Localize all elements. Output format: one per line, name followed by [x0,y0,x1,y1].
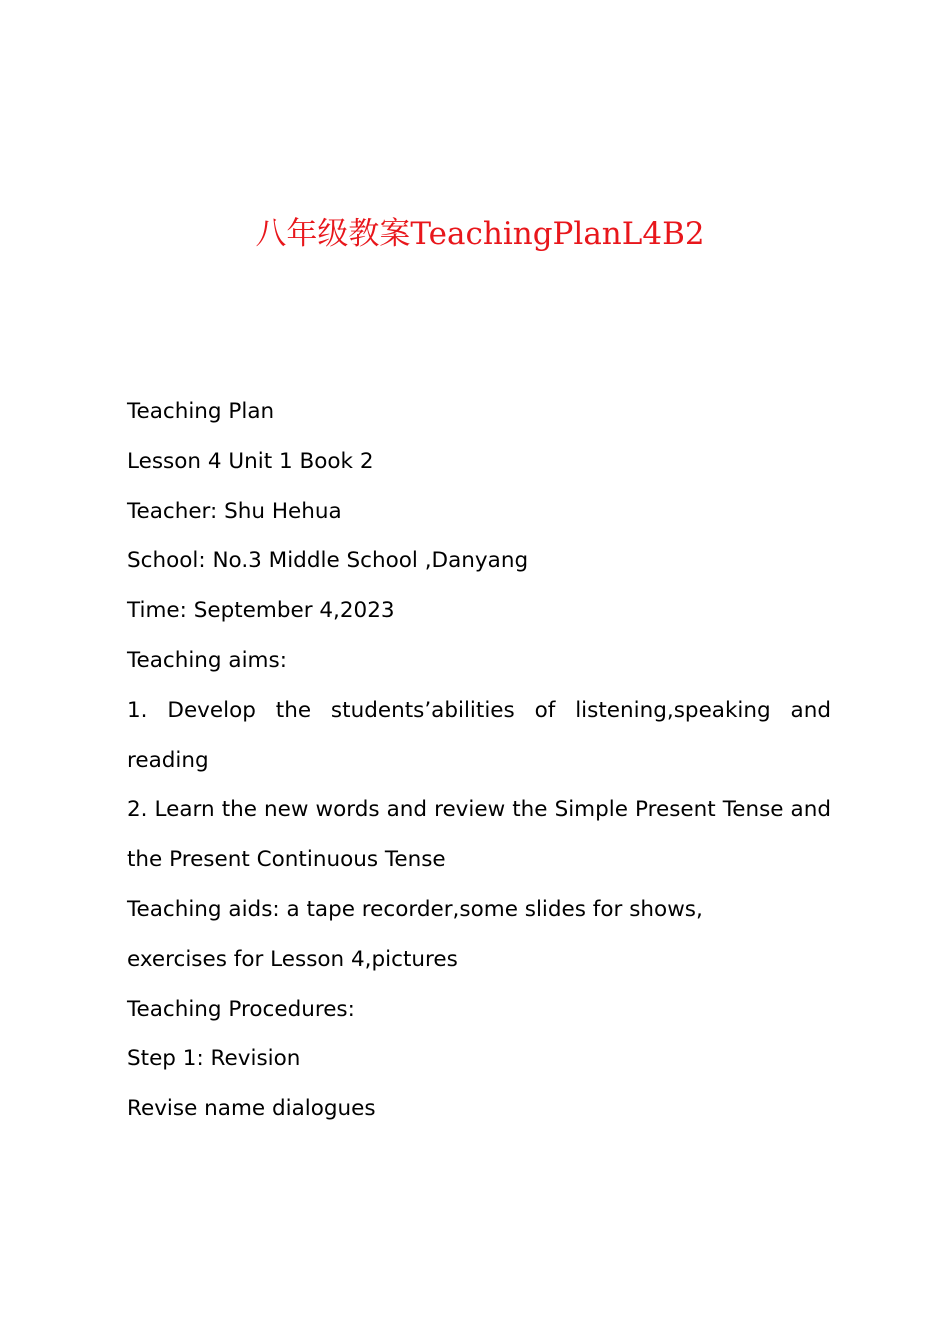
aim-1-paragraph: 1. Develop the students’abilities of listening,speaking and reading [127,697,831,773]
aids-line-2: exercises for Lesson 4,pictures [127,946,458,972]
time-line: Time: September 4,2023 [127,598,395,624]
plan-heading: Teaching Plan [127,399,275,424]
lesson-line: Lesson 4 Unit 1 Book 2 [127,448,374,474]
aims-heading: Teaching aims: [127,647,287,673]
aim-2-paragraph: 2. Learn the new words and review the Simple Present Tense and the Present Continuous Tense [127,797,831,873]
procedures-heading: Teaching Procedures: [127,996,355,1022]
document-title: 八年级教案TeachingPlanL4B2 [255,216,705,252]
aids-line-1: Teaching aids: a tape recorder,some slides for shows, [127,896,703,922]
teacher-line: Teacher: Shu Hehua [127,498,342,524]
step-1-line: Step 1: Revision [127,1046,301,1072]
step-1-detail: Revise name dialogues [127,1096,376,1122]
document-body [127,387,831,1134]
school-line: School: No.3 Middle School ,Danyang [127,548,529,574]
